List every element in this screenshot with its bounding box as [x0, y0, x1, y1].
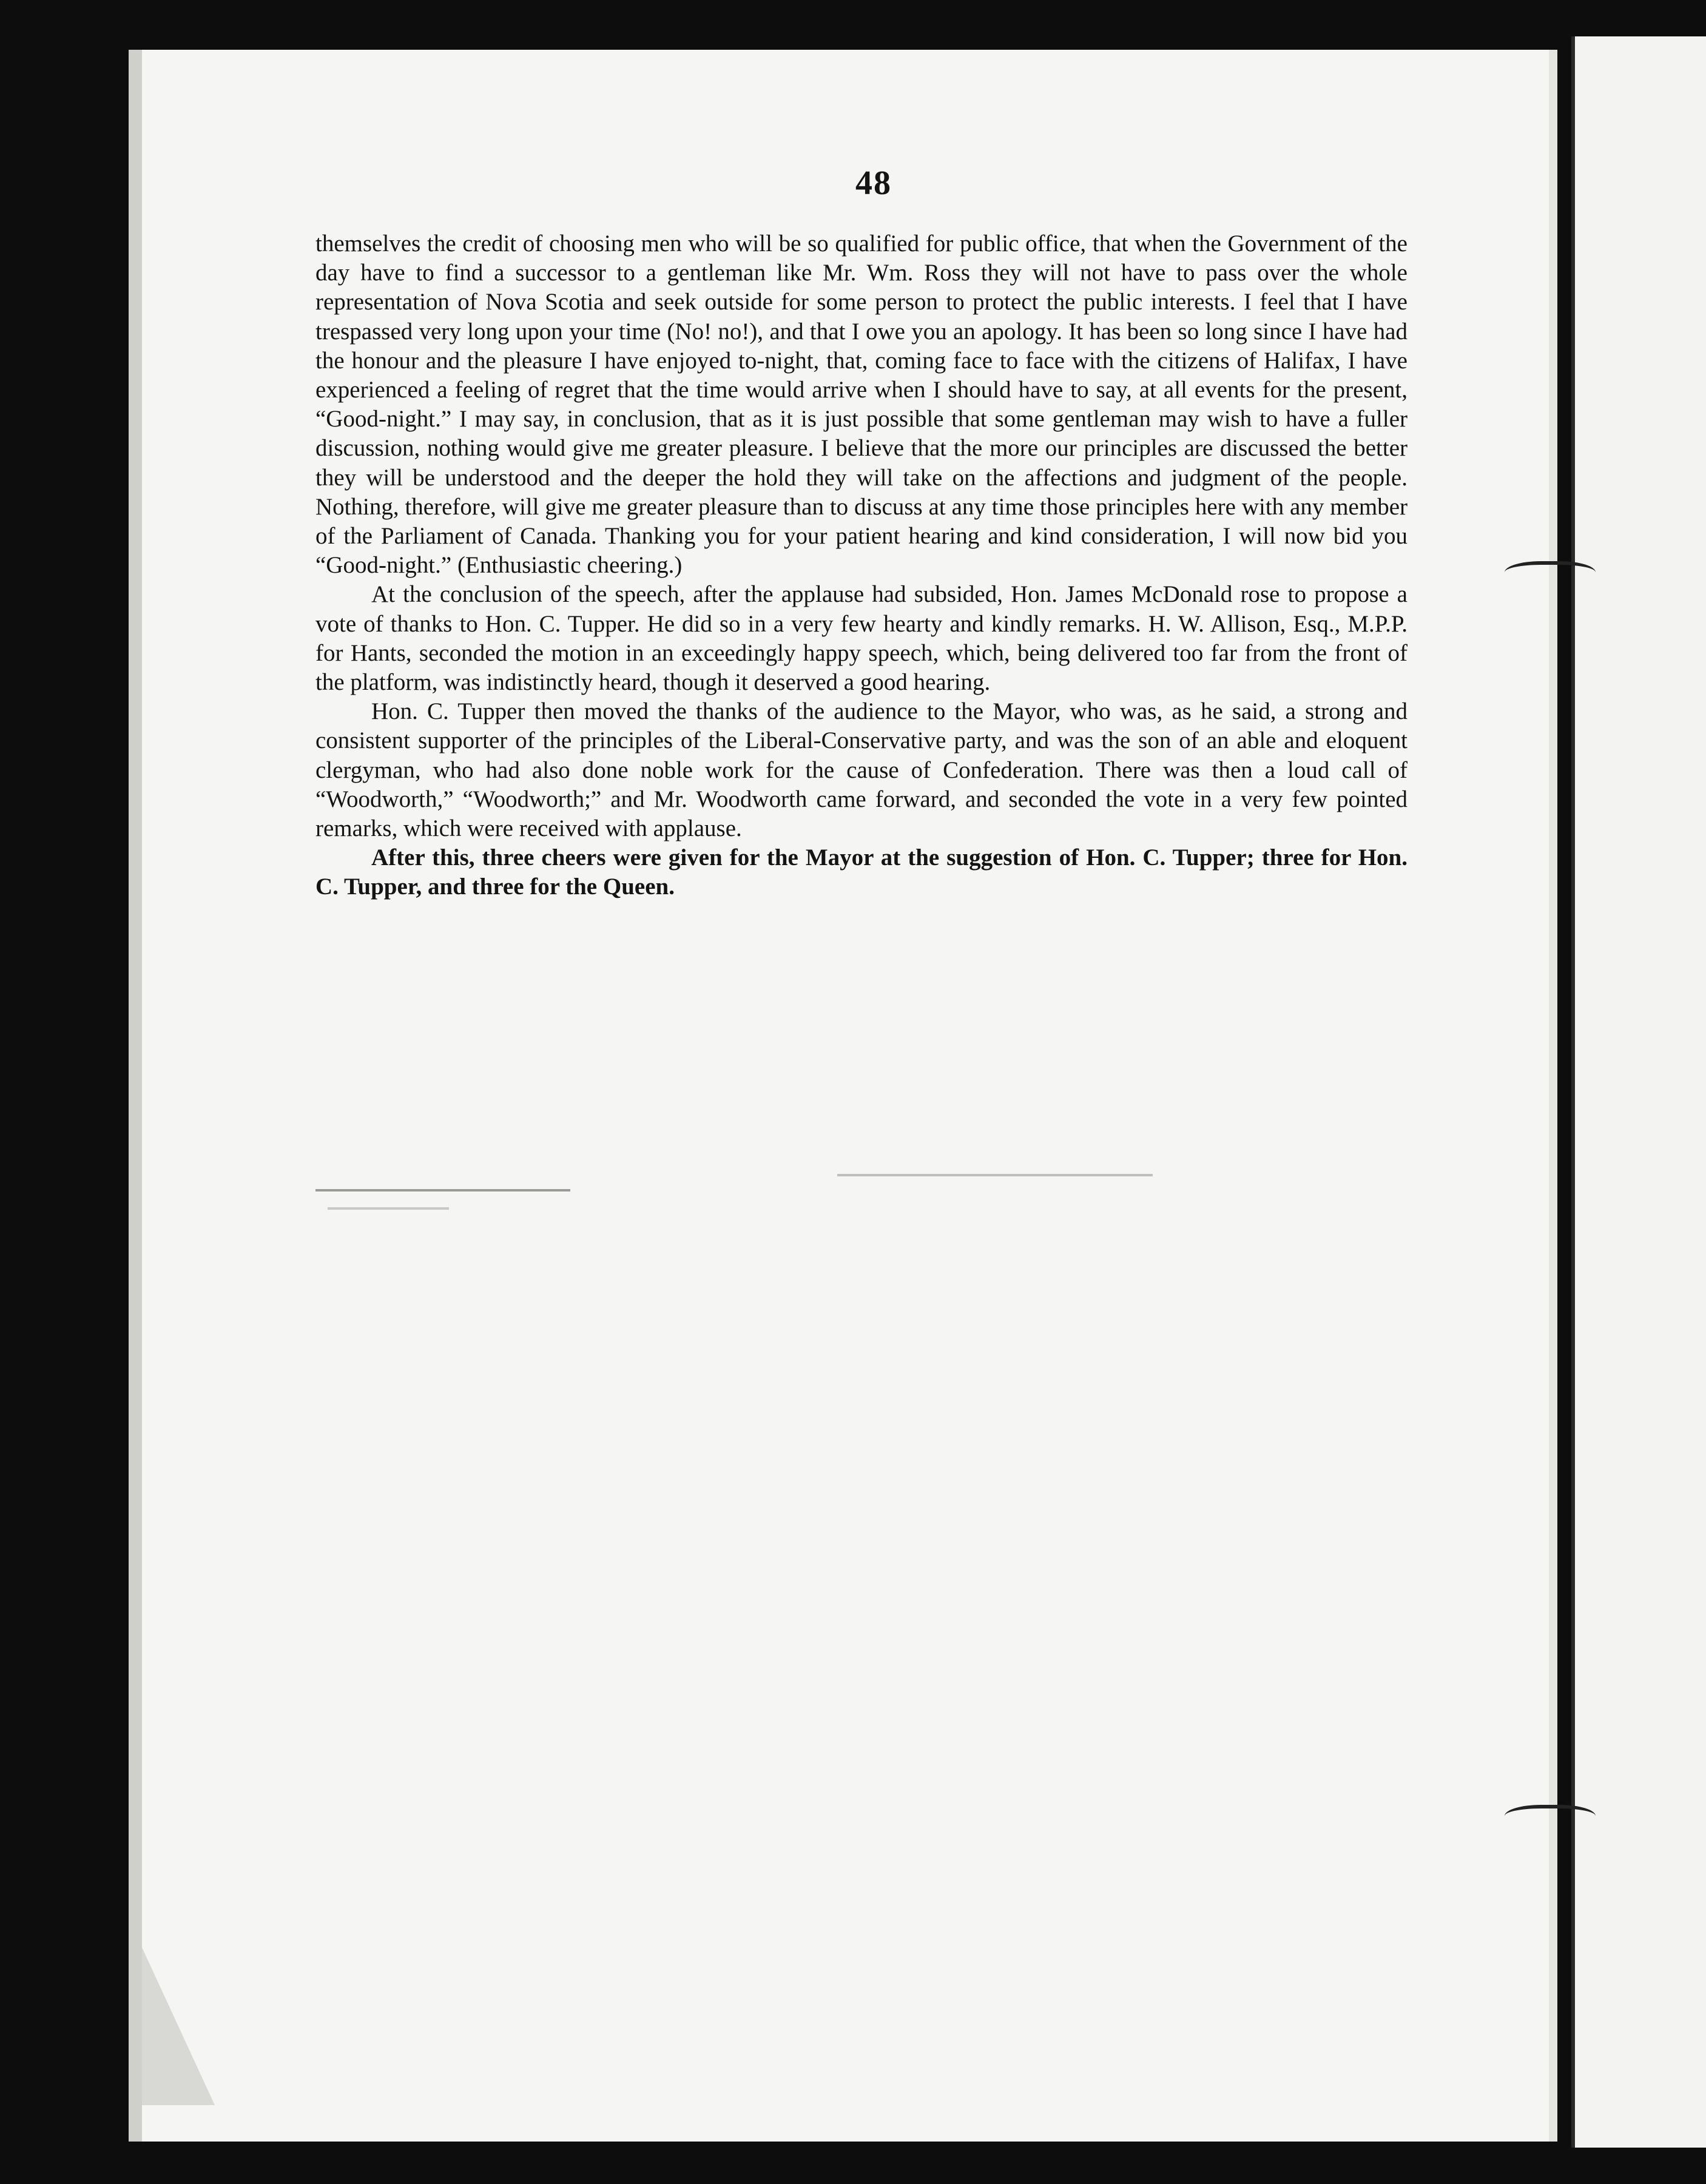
paragraph-1: themselves the credit of choosing men who will be so qualified for public office, that when the Government of the day have to find a successor to a gentleman like Mr. Wm. Ross they will not have to pass over the whole representation of Nova Scotia and seek outside for some person to protect the public interests. I feel that I have trespassed very long upon your time (No! no!), and that I owe you an apology. It has been so long since I have had the honour and the pleasure I have enjoyed to-night, that, coming face to face with the citizens of Halifax, I have experienced a feeling of regret that the time would arrive when I should have to say, at all events for the present, “Good-night.” I may say, in conclusion, that as it is just possible that some gentleman may wish to have a fuller discussion, nothing would give me greater pleasure. I believe that the more our principles are discussed the better they will be understood and the deeper the hold they will take on the affections and judgment of the people. Nothing, therefore, will give me greater pleasure than to discuss at any time those principles here with any member of the Parliament of Canada. Thanking you for your patient hearing and kind consideration, I will now bid you “Good-night.” (Enthusiastic cheering.) [315, 231, 1408, 579]
page-number: 48 [855, 164, 892, 202]
show-through-speckle [837, 1174, 1153, 1176]
paragraph-4: After this, three cheers were given for the Mayor at the suggestion of Hon. C. Tupper; three for Hon. C. Tupper, and three for the Queen. [315, 844, 1408, 900]
page-corner-fold [142, 1947, 215, 2105]
binding-mark-bottom [1505, 1805, 1596, 1833]
show-through-speckle [315, 1189, 570, 1191]
paragraph-2: At the conclusion of the speech, after the applause had subsided, Hon. James McDonald rose to propose a vote of thanks to Hon. C. Tupper. He did so in a very few hearty and kindly remarks. H. W. Allison, Esq., M.P.P. for Hants, seconded the motion in an exceedingly happy speech, which, being delivered too far from the front of the platform, was indistinctly heard, though it deserved a good hearing. [315, 581, 1408, 696]
body-text [315, 229, 1408, 902]
paragraph-3: Hon. C. Tupper then moved the thanks of the audience to the Mayor, who was, as he said, a strong and consistent supporter of the principles of the Liberal-Conservative party, and was the son of an able and eloquent clergyman, who had also done noble work for the cause of Confederation. There was then a loud call of “Woodworth,” “Woodworth;” and Mr. Woodworth came forward, and seconded the vote in a very few pointed remarks, which were received with applause. [315, 698, 1408, 842]
show-through-speckle [328, 1207, 449, 1210]
binding-mark-top [1505, 561, 1596, 589]
